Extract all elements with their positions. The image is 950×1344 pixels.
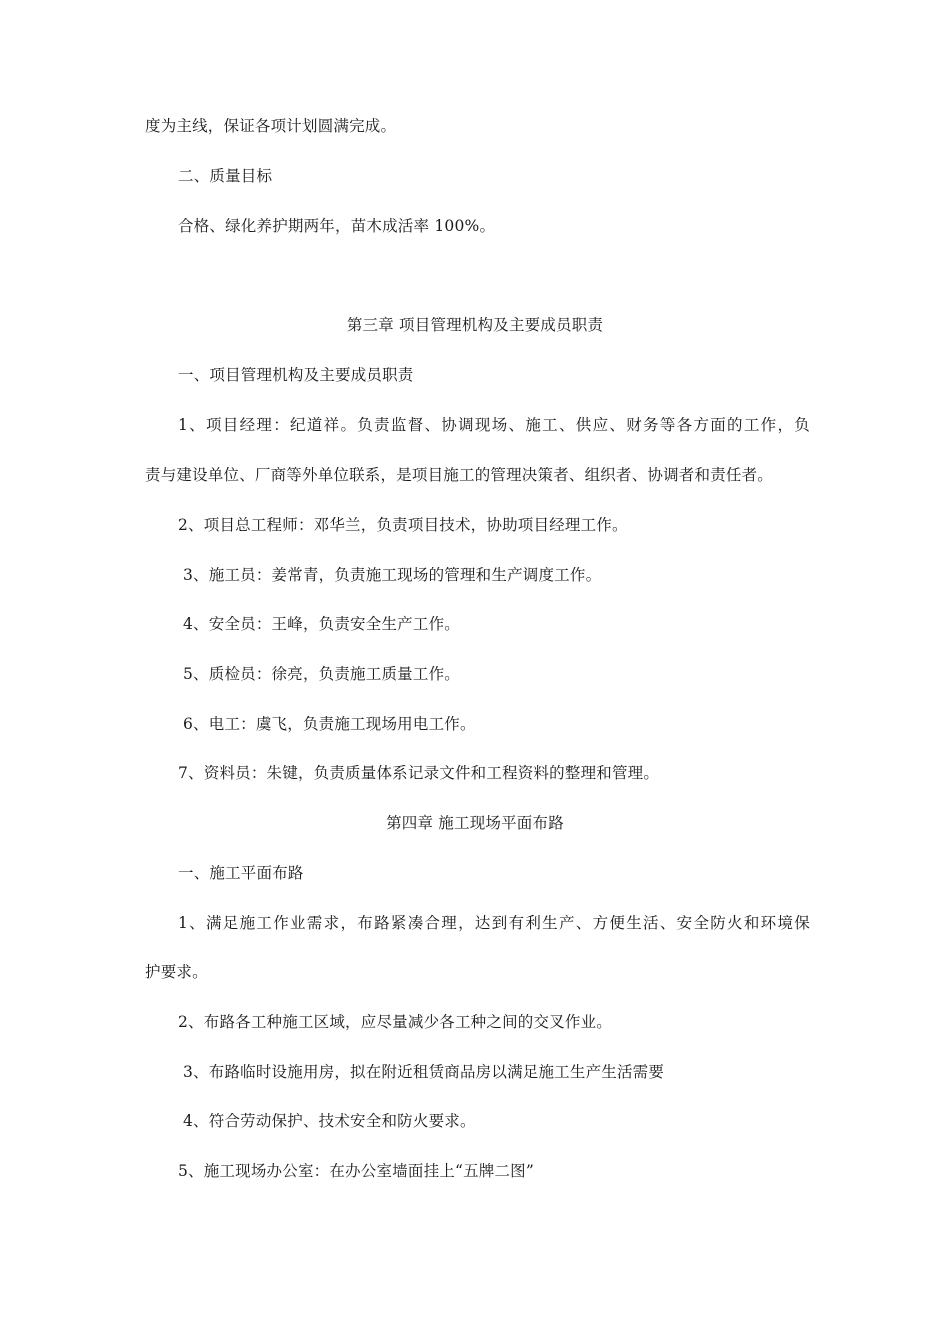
list-item: 7、资料员：朱键，负责质量体系记录文件和工程资料的整理和管理。 (178, 764, 660, 782)
list-item: 5、质检员：徐亮，负责施工质量工作。 (183, 665, 460, 683)
list-item: 4、符合劳动保护、技术安全和防火要求。 (183, 1112, 476, 1130)
paragraph-line: 合格、绿化养护期两年，苗木成活率 100%。 (178, 217, 496, 235)
paragraph-line: 责与建设单位、厂商等外单位联系，是项目施工的管理决策者、组织者、协调者和责任者。 (145, 466, 774, 484)
paragraph-line: 度为主线，保证各项计划圆满完成。 (145, 117, 397, 135)
list-item: 5、施工现场办公室：在办公室墙面挂上“五牌二图” (178, 1162, 535, 1180)
chapter-title: 第四章 施工现场平面布路 (386, 814, 564, 832)
section-heading: 一、项目管理机构及主要成员职责 (178, 366, 414, 384)
paragraph-line: 护要求。 (145, 963, 208, 981)
list-item: 2、项目总工程师：邓华兰，负责项目技术，协助项目经理工作。 (178, 516, 628, 534)
chapter-title: 第三章 项目管理机构及主要成员职责 (346, 316, 604, 334)
list-item: 6、电工：虞飞，负责施工现场用电工作。 (183, 715, 476, 733)
section-heading: 二、质量目标 (178, 167, 273, 185)
paragraph-line: 1、项目经理：纪道祥。负责监督、协调现场、施工、供应、财务等各方面的工作，负 (178, 416, 810, 434)
list-item: 3、布路临时设施用房，拟在附近租赁商品房以满足施工生产生活需要 (183, 1063, 665, 1081)
section-heading: 一、施工平面布路 (178, 864, 304, 882)
list-item: 2、布路各工种施工区域，应尽量减少各工种之间的交叉作业。 (178, 1013, 612, 1031)
list-item: 4、安全员：王峰，负责安全生产工作。 (183, 615, 460, 633)
paragraph-line: 1、满足施工作业需求，布路紧凑合理，达到有利生产、方便生活、安全防火和环境保 (178, 914, 810, 932)
list-item: 3、施工员：姜常青，负责施工现场的管理和生产调度工作。 (183, 566, 602, 584)
